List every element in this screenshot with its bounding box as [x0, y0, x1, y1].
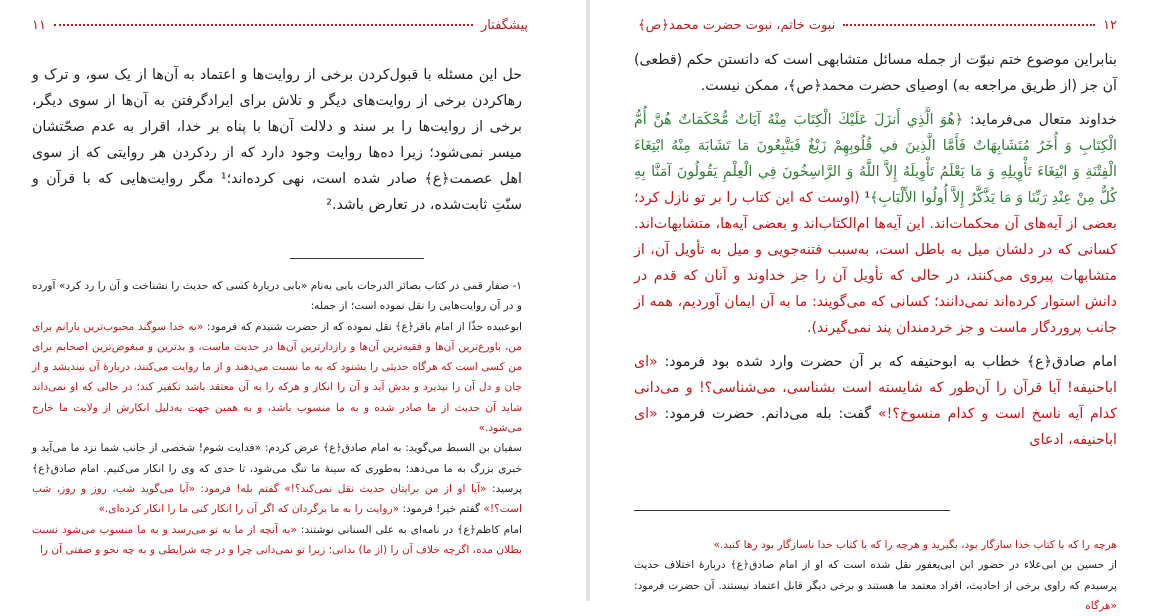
hadith-quote: «ای اباحنیفه، ادعای [634, 406, 1117, 448]
page-number: ۱۱ [32, 17, 46, 33]
footnote-item [32, 438, 522, 519]
hadith-quote: «هرگاه [1085, 599, 1117, 612]
narration-text: گفت: بله می‌دانم. حضرت فرمود: [664, 406, 878, 422]
footnote-lead: گفتم خیر! فرمود: [402, 503, 481, 516]
page-number: ۱۲ [1103, 17, 1117, 33]
running-title: پیشگفتار [480, 17, 528, 33]
hadith-quote: «به خدا سوگند محبوب‌ترین یارانم برای من، باورع‌ترین آن‌ها و فقیه‌ترین آن‌ها و رازدارترین آن‌ها در حدیث ماست، و بدترین و مبغوض‌ترین اصحابم برای من کسی است که هرگاه حدیثی را بشنود که به ما نسبت می‌دهند و از ما روایت می‌کنند، دربارهٔ آن نیندیشد و از جان و دل آن را نپذیرد و بدش آید و آن را انکار و هرکه را به آن معتقد باشد تکفیر کند؛ در حالی که او نمی‌داند شاید آن حدیث از ما صادر شده و به ما منسوب باشد، و به همین جهت به‌دلیل انکارش از ولایت ما خارج می‌شود.» [32, 320, 522, 435]
header-dots [54, 24, 473, 26]
footnote-lead: سفیان بن السبط می‌گوید: به امام صادق﴿ع﴾ عرض کردم: «فدایت شوم! شخصی از جانب شما نزد ما می‌آید و خبری بزرگ به ما می‌دهد؛ به‌طوری که سینهٔ ما تنگ می‌شود، تا حدی که وی را انکار می‌کنیم. امام صادق﴿ع﴾ پرسید: [32, 442, 522, 495]
running-header [638, 14, 1117, 36]
running-title: نبوت خاتم، نبوت حضرت محمد﴿ص﴾ [638, 17, 836, 33]
verse-translation: (اوست که این کتاب را بر تو نازل کرد؛ بعضی از آیه‌های آن محکمات‌اند. این آیه‌ها ام‌الکتاب‌اند و بعضی آیه‌ها، متشابهات‌اند. کسانی که در دلشان میل به باطل است، به‌سبب فتنه‌جویی و میل به تأویل آن، از متشابهات پیروی می‌کنند، در حالی که تأویل آن را جز خداوند و آنان که قدم در دانش استوار کرده‌اند نمی‌دانند؛ کسانی که می‌گویند: ما به آن ایمان آوردیم، همه از جانب پروردگار ماست و جز خردمندان پند نمی‌گیرند). [634, 190, 1117, 336]
footnote: ۱- صفار قمی در کتاب بصائر الدرجات بابی به‌نام «بابی دربارهٔ کسی که حدیث را نشناخت و آن را رد کرد» آورده و در آن روایت‌هایی را نقل نموده است؛ از جمله: [32, 280, 522, 313]
footnote-separator [634, 510, 950, 511]
main-text [32, 62, 522, 226]
footnotes [32, 276, 522, 560]
hadith-quote: «به آنچه از ما به تو می‌رسد و به ما منسوب می‌شود نسبت بطلان مده، اگرچه خلاف آن را (از ما) بدانی؛ زیرا تو نمی‌دانی چرا و در چه شرایطی و به چه نحو و صفتی آن را [32, 523, 522, 556]
narration-text: امام صادق﴿ع﴾ خطاب به ابوحنیفه که بر آن حضرت وارد شده بود فرمود: [664, 354, 1117, 370]
footnote-separator [290, 258, 424, 259]
footnote-lead: از حسین بن ابی‌علاء در حضور ابن ابی‌یعفور نقل شده است که او از امام صادق﴿ع﴾ دربارهٔ اختلاف حدیث پرسیدم که راوی برخی از احادیث، افراد معتمد ما هستند و برخی دیگر قابل اعتماد نیستند. آن حضرت فرمود: [634, 559, 1117, 592]
paragraph [634, 349, 1117, 453]
footnote-continuation: هرچه را که با کتاب خدا سازگار بود، بگیرید و هرچه را که با کتاب خدا ناسازگار بود رها کنید.» [713, 539, 1117, 551]
footnote-item [634, 555, 1117, 616]
hadith-quote: «ای اباحنیفه! آیا قرآن را آن‌طور که شایسته است بشناسی، می‌شناسی؟! و می‌دانی کدام آیه ناسخ است و کدام منسوخ؟!» [634, 354, 1117, 422]
paragraph: بنابراین موضوع ختم نبوّت از جمله مسائل متشابهی است که دانستن حکم (قطعی) آن جز (از طریق مراجعه به) اوصیای حضرت محمد﴿ص﴾، ممکن نیست. [634, 52, 1117, 94]
right-page [590, 0, 1175, 612]
paragraph [634, 107, 1117, 341]
paragraph: حل این مسئله با قبول‌کردن برخی از روایت‌ها و اعتماد به آن‌ها از یک سو، و ترک و رهاکردن برخی از روایت‌های دیگر و تلاش برای ایرادگرفتن به آن‌ها از سوی دیگر، برخی از روایت‌ها را بر سند و دلالت آن‌ها با پناه بر خدا، اقرار به عدم صحّتشان میسر نمی‌شود؛ زیرا ده‌ها روایت وجود دارد که از ردکردن هر روایتی که از سوی اهل عصمت﴿ع﴾ صادر شده است، نهی کرده‌اند؛¹ مگر روایت‌هایی که با قرآن و سنّتِ ثابت‌شده، در تعارض باشد.² [32, 67, 522, 213]
footnote-marker: ¹ [864, 190, 870, 206]
hadith-quote: «آیا او از من برایتان حدیث نقل نمی‌کند؟!» گفتم بله! فرمود: «آیا می‌گوید شب، روز و روز، شب است؟!» [32, 482, 522, 516]
hadith-quote: «روایت را به ما برگردان که اگر آن را انکار کنی ما را انکار کرده‌ای.» [98, 503, 400, 516]
header-dots [843, 24, 1095, 26]
quran-verse: ﴿هُوَ الَّذِي أَنزَلَ عَلَيْكَ الْكِتَابَ مِنْهُ آيَاتٌ مُّحْكَمَاتٌ هُنَّ أُمُّ الْكِتَابِ وَ أُخَرُ مُتَشَابِهَاتٌ فَأَمَّا الَّذِينَ في قُلُوبِهِمْ زَيْغٌ فَيَتَّبِعُونَ مَا تَشَابَهَ مِنْهُ ابْتِغَاءَ الْفِتْنَةِ وَ ابْتِغَاءَ تَأْوِيلِهِ وَ مَا يَعْلَمُ تَأْوِيلَهُ إِلاَّ اللَّهُ وَ الرَّاسِخُونَ فِي الْعِلْمِ يَقُولُونَ آمَنَّا بِهِ كُلٌّ مِنْ عِنْدِ رَبِّنَا وَ مَا يَذَّكَّرُ إِلاَّ أُولُوا الأَلْبَابِ﴾ [634, 112, 1117, 206]
footnote-lead: ابوعبیده حذّا از امام باقر﴿ع﴾ نقل نموده که از حضرت شنیدم که فرمود: [206, 320, 522, 333]
left-page [0, 0, 586, 601]
main-text [634, 47, 1117, 461]
footnote-item [32, 317, 522, 439]
footnote-item [32, 520, 522, 561]
paragraph-lead: خداوند متعال می‌فرماید: [969, 112, 1117, 128]
running-header [32, 14, 528, 36]
footnote-lead: امام کاظم﴿ع﴾ در نامه‌ای به علی السنانی نوشتند: [300, 523, 522, 536]
footnotes [634, 535, 1117, 616]
